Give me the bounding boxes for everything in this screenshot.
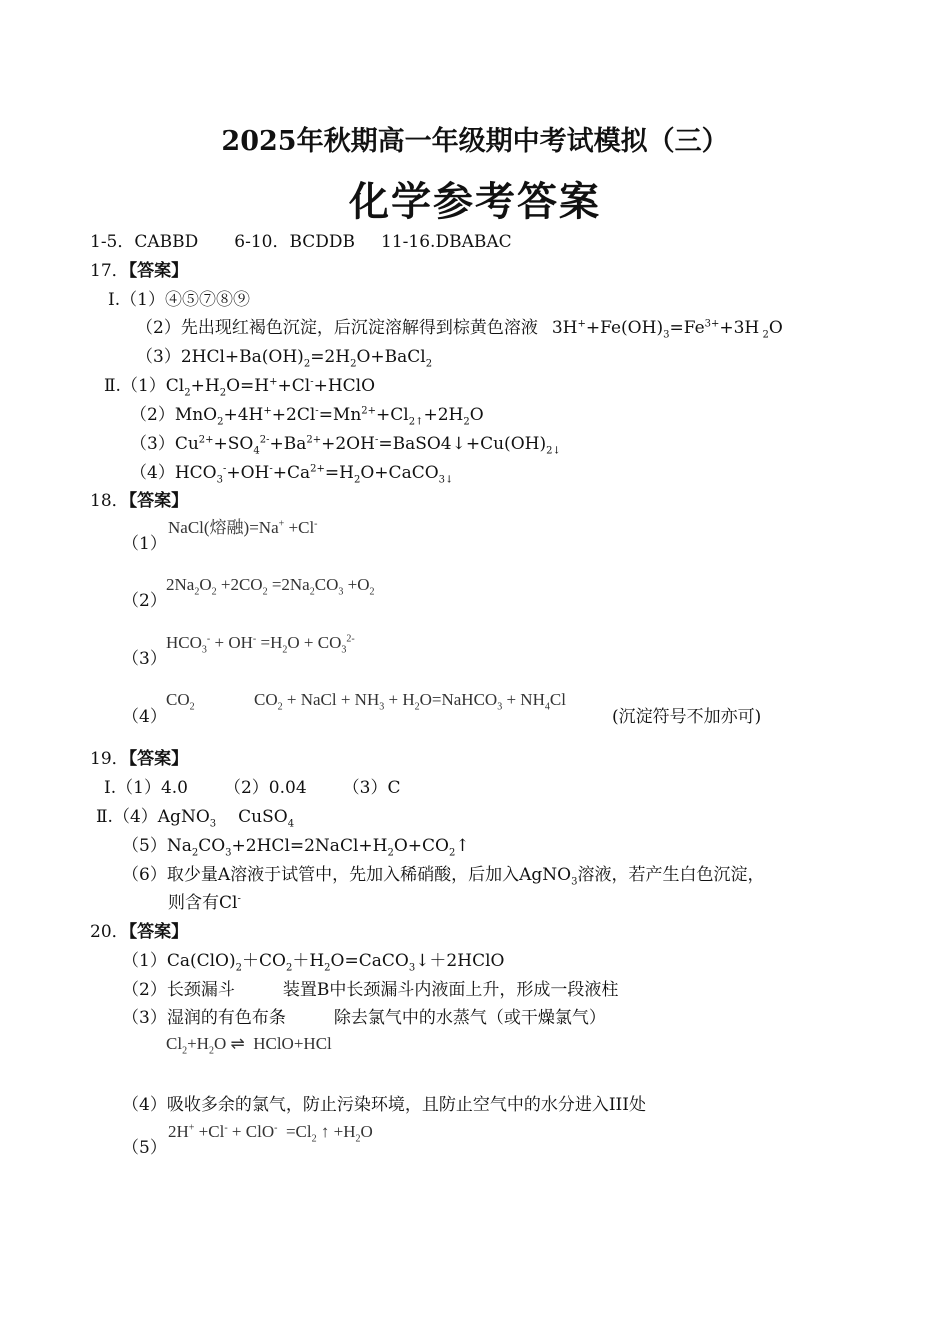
q17-s2-2 <box>130 404 484 426</box>
q20-a1-prefix: （1） <box>122 951 167 971</box>
q17-number: 17． <box>90 261 129 281</box>
answer-label: 【答案】 <box>128 261 189 281</box>
q17-section-2-label: Ⅱ. <box>104 376 121 396</box>
q19-a5 <box>122 835 470 857</box>
q18-p3-prefix: （3） <box>122 649 167 669</box>
q18-number: 18． <box>90 491 129 511</box>
mc-answers-1-5: 1-5．CABBD <box>90 232 199 252</box>
q18-p2-equation: $2Na_2O_2 +2CO_2 =2Na_2CO_3 +O_2$ <box>166 575 375 598</box>
q19-a1: （1）4.0 <box>116 778 188 798</box>
q20-a3 <box>122 1007 606 1029</box>
mc-answers-6-10: 6-10．BCDDB <box>234 232 356 252</box>
q18-p4-note: (沉淀符号不加亦可) <box>612 707 762 727</box>
mc-answers-11-16: 11-16.DBABAC <box>381 232 512 252</box>
q19-a6-line2-text: 则含有Cl <box>168 893 238 913</box>
q18-p4-equation: $CO_2$ + NaCl + $NH_3$ + $H_2O=NaHCO_3 + NH_4Cl$ <box>254 690 566 713</box>
q19-a6-prefix: （6）取少量A溶液于试管中，先加入稀硝酸，后加入AgNO <box>122 865 572 885</box>
q17-s2-3-equation: $Cu^{2+}+SO_4^{2-}+Ba^{2+}+2OH^-=BaSO4↓+Cu(OH)_{2↓}$ <box>174 434 561 457</box>
q20-a5-equation: $2H^+ +Cl^- + ClO^- =Cl_2$ ↑ $+H_2O$ <box>168 1122 373 1145</box>
q20-number: 20． <box>90 922 129 942</box>
q17-s1-1 <box>108 289 250 311</box>
q20-header <box>90 921 188 943</box>
q17-s2-4-prefix: （4） <box>130 463 175 483</box>
answer-label: 【答案】 <box>128 749 189 769</box>
subject-title: 化学参考答案 <box>349 178 601 225</box>
mc-answers <box>90 231 512 253</box>
q20-a1-equation: $Ca(ClO)_2+CO_2+H_2O=CaCO_3↓+2HClO$ <box>166 951 505 974</box>
q17-s1-3 <box>136 346 432 368</box>
q19-number: 19． <box>90 749 129 769</box>
q20-a2-text: （2）长颈漏斗 <box>122 980 235 1000</box>
q20-a2b-text: 装置B中长颈漏斗内液面上升，形成一段液柱 <box>282 980 619 1000</box>
q19-a4b: CuSO <box>238 807 288 827</box>
q17-s2-1 <box>104 375 375 397</box>
q20-a3-text: （3）湿润的有色布条 <box>122 1008 286 1028</box>
q17-s1-2-text: （2）先出现红褐色沉淀，后沉淀溶解得到棕黄色溶液 <box>136 318 538 338</box>
q19-section-1-label: Ⅰ. <box>104 778 117 798</box>
q17-s2-3-prefix: （3） <box>130 434 175 454</box>
q17-s2-2-equation: $MnO_2+4H^++2Cl^-=Mn^{2+}+Cl_{2↑}+2H_2O$ <box>174 405 484 428</box>
q17-s1-3-equation: $2HCl+Ba(OH)_2=2H_2O+BaCl_2$ <box>180 347 433 370</box>
q17-s1-2-equation: $3H^++Fe(OH)_3=Fe^{3+}+3H$ $_2$O <box>551 318 783 341</box>
q17-s2-4 <box>130 462 453 484</box>
q18-p1-equation: NaCl(熔融)=Na+ +Cl- <box>168 518 318 537</box>
exam-title: 2025年秋期高一年级期中考试模拟（三） <box>221 126 729 157</box>
q17-s2-1-prefix: （1） <box>120 376 166 396</box>
q19-s1 <box>104 777 400 799</box>
q19-a2: （2）0.04 <box>223 778 307 798</box>
q20-a1 <box>122 950 504 972</box>
answer-label: 【答案】 <box>128 922 189 942</box>
q17-s2-2-prefix: （2） <box>130 405 175 425</box>
q17-s1-1-text: （1）④⑤⑦⑧⑨ <box>120 290 250 310</box>
q17-s2-1-equation: $Cl_2+H_2O=H^++Cl^-+HClO$ <box>165 376 376 399</box>
q17-s1-3-prefix: （3） <box>136 347 181 367</box>
q18-p4-prefix: （4） <box>122 707 167 727</box>
q19-section-2-label: Ⅱ. <box>96 807 113 827</box>
q19-header <box>90 748 188 770</box>
answer-label: 【答案】 <box>128 491 189 511</box>
q17-header <box>90 260 188 282</box>
q20-a3-equation: $Cl_2+H_2O$ ⇌ HClO+HCl <box>166 1034 332 1057</box>
q19-a3: （3）C <box>342 778 401 798</box>
q19-a4: （4）AgNO <box>112 807 210 827</box>
q19-a5-prefix: （5） <box>122 836 167 856</box>
q19-a5-equation: $Na_2CO_3+2HCl=2NaCl+H_2O+CO_2↑$ <box>166 836 470 859</box>
q17-section-1-label: Ⅰ. <box>108 290 121 310</box>
q20-a5-prefix: （5） <box>122 1138 167 1158</box>
q17-s1-2 <box>136 317 783 339</box>
q18-p4-co2: $CO_2$ <box>166 690 195 713</box>
q20-a2 <box>122 979 618 1001</box>
q19-a6: （6）取少量A溶液于试管中，先加入稀硝酸，后加入AgNO$_3$溶液，若产生白色沉淀， <box>122 865 765 888</box>
q18-header <box>90 490 188 512</box>
q18-p1-prefix: （1） <box>122 534 167 554</box>
q17-s2-4-equation: $HCO_3^-+OH^-+Ca^{2+}=H_2O+CaCO_{3↓}$ <box>174 463 454 486</box>
q17-s2-3 <box>130 433 561 455</box>
q19-a6-suffix: 溶液，若产生白色沉淀， <box>577 865 765 885</box>
q18-p2-prefix: （2） <box>122 591 167 611</box>
q19-s2-4: Ⅱ.（4）AgNO$_3$ CuSO$_4$ <box>96 807 295 830</box>
q20-a4: （4）吸收多余的氯气，防止污染环境，且防止空气中的水分进入III处 <box>122 1095 646 1115</box>
q18-p3-equation: $HCO_3^- + OH^- =H_2O + CO_3^{2-}$ <box>166 633 355 656</box>
q20-a3b-text: 除去氯气中的水蒸气（或干燥氯气） <box>333 1008 606 1028</box>
q19-a6-line2: 则含有Cl- <box>168 893 241 913</box>
